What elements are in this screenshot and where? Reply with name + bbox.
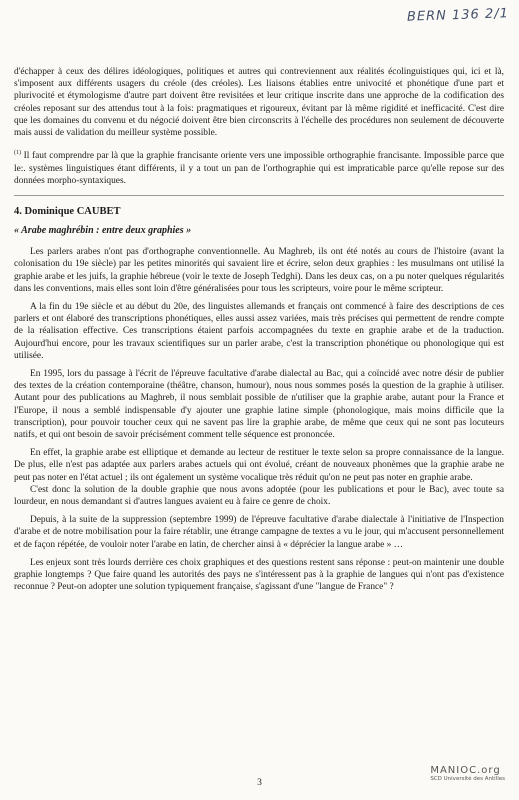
body-paragraph-1: Les parlers arabes n'ont pas d'orthographe conventionnelle. Au Maghreb, ils ont été notés au cours de l'histoire (avant la colonisation du 19e siècle) par les petites minorités qui savaient lire et écrire, selon deux graphies : les musulmans ont utilisé la graphie arabe et les juifs, la graphie hébreue (voir le texte de Joseph Tedghi). Dans les deux cas, on a pu noter quelques régularités dans les conventions, mais elles sont loin d'être généralisées pour tous les scripteurs, voire pour le même scripteur. (14, 247, 504, 294)
section-divider (14, 195, 504, 196)
body-paragraph-6: Depuis, à la suite de la suppression (septembre 1999) de l'épreuve facultative d'arabe dialectale à l'initiative de l'Inspection d'arabe et de notre mobilisation pour la faire rétablir, une étrange campagne de textes a vu le jour, qui m'accusent personnellement et de façon répétée, de vouloir noter l'arabe en latin, de chercher ainsi à « déprécier la langue arabe » … (14, 515, 504, 550)
section-subtitle: « Arabe maghrébin : entre deux graphies » (14, 224, 192, 236)
intro-paragraph: d'échapper à ceux des délires idéologiques, politiques et autres qui contreviennent aux réalités écolinguistiques qui, ici et là, s'imposent aux différents usagers du créole (des créoles). Les liaisons établies entre univocité et phonétique d'une part et plurivocité et étymologisme d'autre part doivent être revisitées et leur critique inscrite dans une approche de la codification des créoles reposant sur des attendus tout à la fois: pragmatiques et rigoureux, évitant par là même rigidité et inefficacité. C'est dire que les domaines du convenu et du négocié doivent être bien circonscrits à l'échelle des procédures non seulement de découverte mais aussi de validation du meilleur système possible. (14, 67, 504, 139)
footnote-text: Il faut comprendre par là que la graphie francisante oriente vers une impossible orthographie francisante. Impossible parce que le:. systèmes linguistiques étant différents, il y a tout un pan de l'orthographie qui est impraticable parce qu'elle repose sur des données morpho-syntaxiques. (14, 151, 504, 186)
body-paragraph-5: C'est donc la solution de la double graphie que nous avons adoptée (pour les publications et pour le Bac), avec toute sa lourdeur, en nous demandant si d'autres langues avaient eu à faire ce genre de choix. (14, 484, 504, 508)
page-content (14, 66, 504, 599)
body-paragraph-2: A la fin du 19e siècle et au début du 20e, des linguistes allemands et français ont commencé à faire des descriptions de ces parlers et ont élaboré des transcriptions phonétiques, elles aussi assez variées, mais très précises qui permettent de rendre compte de la réalisation effective. Ces transcriptions étaient parfois accompagnées du texte en graphie arabe et de la traduction. Aujourd'hui encore, pour les travaux scientifiques sur un parler arabe, c'est la transcription phonétique ou phonologique qui est utilisée. (14, 301, 504, 361)
body-paragraph-4: En effet, la graphie arabe est elliptique et demande au lecteur de restituer le texte selon sa propre connaissance de la langue. De plus, elle n'est pas adaptée aux parlers arabes actuels qui ont évolué, créant de nouveaux phonèmes que la graphie arabe ne peut pas noter en l'état actuel ; ils ont également un système vocalique très réduit qu'on ne peut pas noter en graphie arabe. (14, 448, 504, 483)
logo-subtext: SCD Université des Antilles (430, 776, 505, 782)
handwritten-archive-note: BERN 136 2/1 (406, 6, 510, 25)
footnote-marker: (1) (14, 150, 21, 157)
body-paragraph-7: Les enjeux sont très lourds derrière ces choix graphiques et des questions restent sans réponse : peut-on maintenir une double graphie longtemps ? Que faire quand les autorités des pays ne s'intéressent pas à la graphie de langues qui n'ont pas d'existence reconnue ? Peut-on adopter une solution typiquement française, s'agissant d'une "langue de France" ? (14, 557, 504, 593)
logo-text: MANIOC.org (430, 765, 501, 776)
section-heading: 4. Dominique CAUBET (14, 205, 121, 217)
page-number: 3 (257, 778, 262, 788)
body-paragraph-3: En 1995, lors du passage à l'écrit de l'épreuve facultative d'arabe dialectal au Bac, qui a coïncidé avec notre désir de publier des textes de la création contemporaine (théâtre, chanson, humour), nous nous sommes posés la question de la graphie à utiliser. Autant pour des publications au Maghreb, il nous semblait possible de n'utiliser que la graphie arabe, autant pour la France et l'Europe, il nous a semblé indispensable d'y ajouter une graphie latine simple (phonologique, mais moins difficile que la transcription), pour pouvoir toucher ceux qui ne savent pas lire la graphie arabe, de même que ceux qui ne sont pas locuteurs natifs, et qui ont besoin de savoir précisément comment telle séquence est prononcée. (14, 368, 504, 440)
footnote (14, 147, 504, 187)
manioc-logo (430, 765, 505, 782)
